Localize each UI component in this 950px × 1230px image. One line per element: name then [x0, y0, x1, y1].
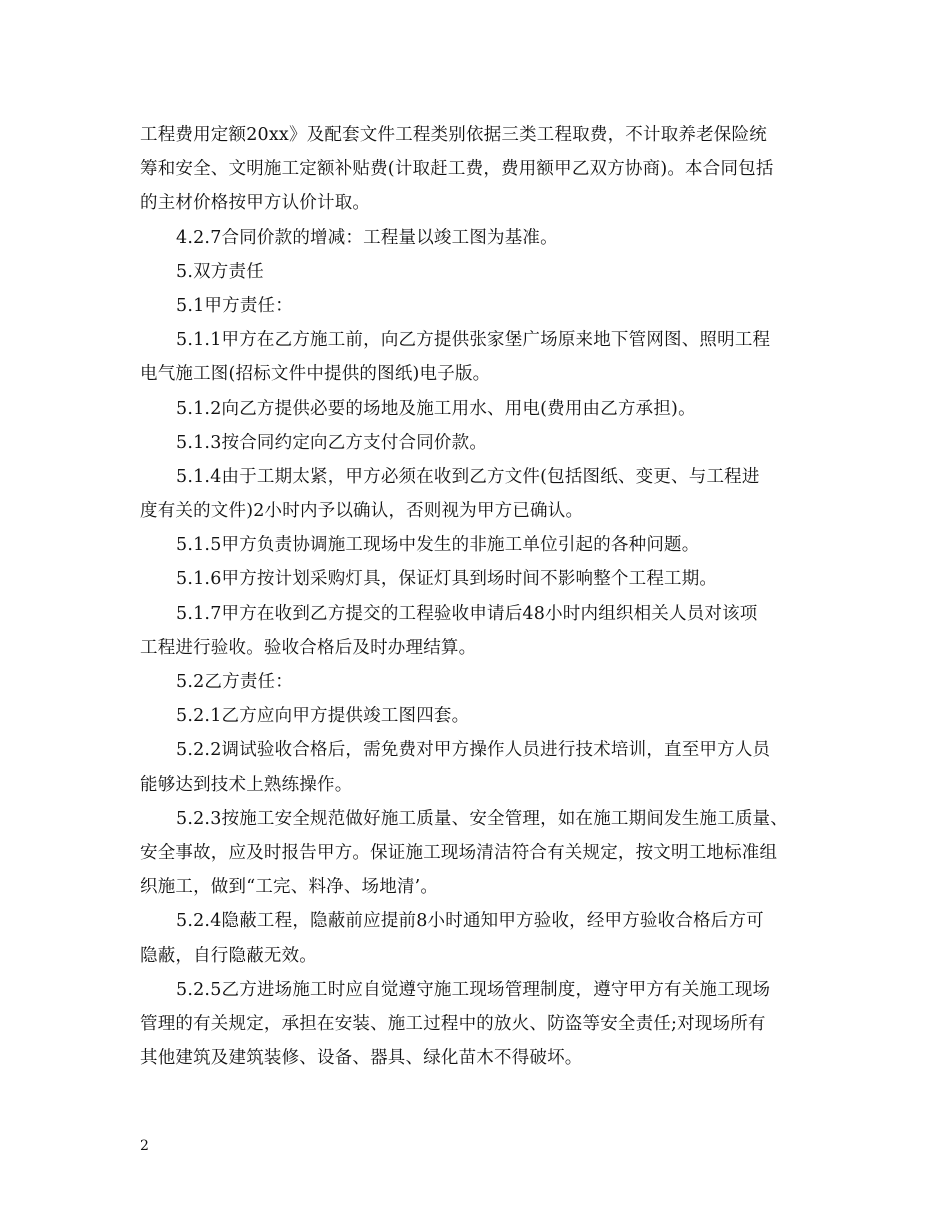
- paragraph: [140, 460, 820, 528]
- paragraph-line: 5.1.7甲方在收到乙方提交的工程验收申请后48小时内组织相关人员对该项: [176, 603, 758, 624]
- paragraph: [140, 118, 820, 221]
- paragraph: [140, 323, 820, 391]
- paragraph-line: 5.2.3按施工安全规范做好施工质量、安全管理，如在施工期间发生施工质量、: [176, 808, 788, 829]
- paragraph: [140, 665, 820, 699]
- paragraph-line: 能够达到技术上熟练操作。: [140, 774, 353, 795]
- paragraph-line: 度有关的文件)2小时内予以确认，否则视为甲方已确认。: [140, 501, 584, 522]
- paragraph-line: 管理的有关规定，承担在安装、施工过程中的放火、防盗等安全责任;对现场所有: [140, 1013, 766, 1034]
- paragraph: [140, 802, 820, 905]
- paragraph: [140, 255, 820, 289]
- paragraph: [140, 562, 820, 596]
- paragraph-line: 工程费用定额20xx》及配套文件工程类别依据三类工程取费，不计取养老保险统: [140, 125, 767, 145]
- paragraph-line: 5.1.1甲方在乙方施工前，向乙方提供张家堡广场原来地下管网图、照明工程: [176, 330, 771, 351]
- paragraph-line: 5.2.1乙方应向甲方提供竣工图四套。: [176, 706, 470, 727]
- page-number: 2: [140, 1138, 149, 1154]
- paragraph: [140, 733, 820, 801]
- paragraph: [140, 597, 820, 665]
- paragraph-line: 5.1.6甲方按计划采购灯具，保证灯具到场时间不影响整个工程工期。: [176, 569, 718, 590]
- paragraph-line: 4.2.7合同价款的增减：工程量以竣工图为基准。: [176, 227, 558, 248]
- paragraph: [140, 973, 820, 1076]
- paragraph-line: 5.1甲方责任：: [176, 295, 293, 316]
- paragraph-line: 5.1.2向乙方提供必要的场地及施工用水、用电(费用由乙方承担)。: [176, 398, 696, 419]
- paragraph: [140, 528, 820, 562]
- paragraph: [140, 699, 820, 733]
- paragraph-line: 5.2.5乙方进场施工时应自觉遵守施工现场管理制度，遵守甲方有关施工现场: [176, 979, 771, 1000]
- paragraph: [140, 904, 820, 972]
- paragraph-line: 5.1.4由于工期太紧，甲方必须在收到乙方文件(包括图纸、变更、与工程进: [176, 466, 760, 487]
- paragraph: [140, 426, 820, 460]
- paragraph: [140, 289, 820, 323]
- document-body: [140, 118, 820, 1075]
- paragraph-line: 的主材价格按甲方认价计取。: [140, 193, 371, 214]
- paragraph-line: 电气施工图(招标文件中提供的图纸)电子版。: [140, 364, 491, 385]
- paragraph-line: 筹和安全、文明施工定额补贴费(计取赶工费，费用额甲乙双方协商)。本合同包括: [140, 159, 774, 180]
- paragraph-line: 5.1.5甲方负责协调施工现场中发生的非施工单位引起的各种问题。: [176, 535, 700, 556]
- paragraph-line: 隐蔽，自行隐蔽无效。: [140, 945, 317, 966]
- paragraph: [140, 221, 820, 255]
- paragraph-line: 织施工，做到“工完、料净、场地清’。: [140, 877, 439, 898]
- paragraph-line: 工程进行验收。验收合格后及时办理结算。: [140, 637, 477, 658]
- paragraph-line: 5.1.3按合同约定向乙方支付合同价款。: [176, 432, 488, 453]
- paragraph-line: 5.2乙方责任：: [176, 672, 293, 692]
- paragraph-line: 5.2.4隐蔽工程，隐蔽前应提前8小时通知甲方验收，经甲方验收合格后方可: [176, 911, 764, 932]
- paragraph-line: 5.双方责任: [176, 261, 264, 282]
- paragraph: [140, 392, 820, 426]
- paragraph-line: 其他建筑及建筑装修、设备、器具、绿化苗木不得破坏。: [140, 1048, 583, 1069]
- paragraph-line: 5.2.2调试验收合格后，需免费对甲方操作人员进行技术培训，直至甲方人员: [176, 740, 771, 761]
- paragraph-line: 安全事故，应及时报告甲方。保证施工现场清洁符合有关规定，按文明工地标准组: [140, 842, 778, 863]
